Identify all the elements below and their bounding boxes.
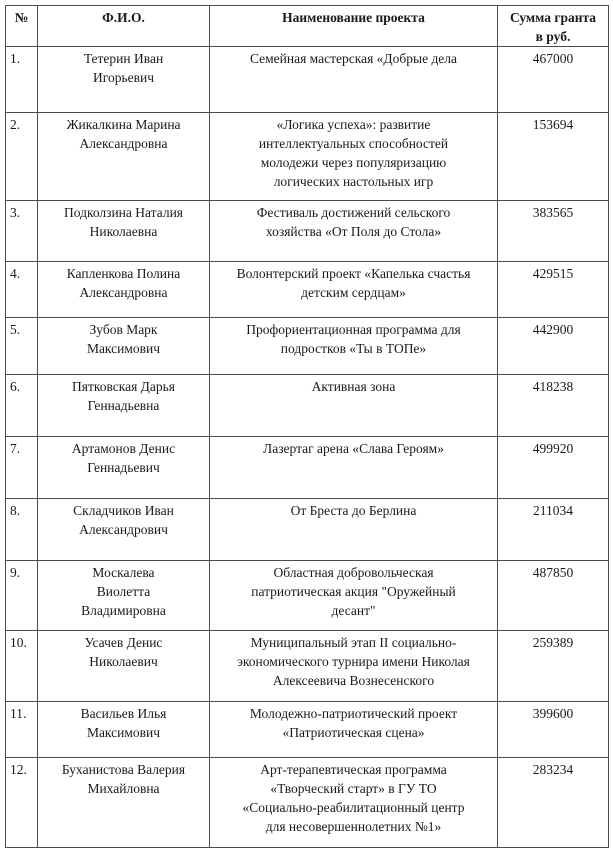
project-name xyxy=(210,375,498,437)
project-name-line: Лазертаг арена «Слава Героям» xyxy=(263,441,444,456)
project-name-line: патриотическая акция "Оружейный xyxy=(251,584,456,599)
grant-amount: 429515 xyxy=(498,262,609,318)
header-project: Наименование проекта xyxy=(210,6,498,47)
project-name-line: Арт-терапевтическая программа xyxy=(260,762,447,777)
row-number: 6. xyxy=(6,375,38,437)
row-number: 5. xyxy=(6,318,38,375)
grant-amount: 211034 xyxy=(498,499,609,561)
project-name xyxy=(210,437,498,499)
table-row xyxy=(6,47,609,113)
project-name-line: «Патриотическая сцена» xyxy=(282,725,425,740)
recipient-name-line: Игорьевич xyxy=(93,70,154,85)
project-name-line: для несовершеннолетних №1» xyxy=(265,819,442,834)
project-name-line: Семейная мастерская «Добрые дела xyxy=(249,51,458,66)
recipient-name-line: Капленкова Полина xyxy=(66,266,181,281)
row-number: 1. xyxy=(6,47,38,113)
recipient-name xyxy=(38,499,210,561)
recipient-name-line: Виолетта xyxy=(96,584,151,599)
recipient-name-line: Москалева xyxy=(92,565,155,580)
table-row xyxy=(6,758,609,848)
table-row xyxy=(6,262,609,318)
row-number: 11. xyxy=(6,702,38,758)
recipient-name-line: Складчиков Иван xyxy=(73,503,174,518)
grant-amount: 442900 xyxy=(498,318,609,375)
grant-amount: 383565 xyxy=(498,201,609,262)
recipient-name xyxy=(38,318,210,375)
grant-amount: 499920 xyxy=(498,437,609,499)
project-name-line: Волонтерский проект «Капелька счастья xyxy=(236,266,471,281)
project-name xyxy=(210,631,498,702)
project-name-line: детским сердцам» xyxy=(301,285,406,300)
row-number: 3. xyxy=(6,201,38,262)
project-name-line: Областная добровольческая xyxy=(273,565,434,580)
recipient-name-line: Геннадьевна xyxy=(87,398,160,413)
recipient-name xyxy=(38,702,210,758)
recipient-name xyxy=(38,201,210,262)
recipient-name xyxy=(38,375,210,437)
recipient-name xyxy=(38,758,210,848)
row-number: 4. xyxy=(6,262,38,318)
project-name xyxy=(210,318,498,375)
recipient-name-line: Николаевна xyxy=(89,224,158,239)
header-name: Ф.И.О. xyxy=(38,6,210,47)
header-sum-line1: Сумма гранта xyxy=(509,10,597,25)
recipient-name-line: Максимович xyxy=(86,725,161,740)
recipient-name-line: Максимович xyxy=(86,341,161,356)
project-name-line: молодежи через популяризацию xyxy=(260,155,447,170)
table-row xyxy=(6,201,609,262)
project-name-line: Молодежно-патриотический проект xyxy=(249,706,458,721)
project-name-line: Фестиваль достижений сельского xyxy=(256,205,451,220)
row-number: 9. xyxy=(6,561,38,631)
recipient-name xyxy=(38,631,210,702)
table-row xyxy=(6,375,609,437)
table-row xyxy=(6,113,609,201)
project-name xyxy=(210,702,498,758)
project-name-line: экономического турнира имени Николая xyxy=(237,654,470,669)
recipient-name-line: Буханистова Валерия xyxy=(61,762,186,777)
header-sum xyxy=(498,6,609,47)
project-name-line: Алексеевича Вознесенского xyxy=(272,673,435,688)
table-row xyxy=(6,631,609,702)
recipient-name xyxy=(38,47,210,113)
recipient-name xyxy=(38,113,210,201)
table-row xyxy=(6,561,609,631)
recipient-name-line: Александрович xyxy=(79,522,168,537)
recipient-name-line: Тетерин Иван xyxy=(83,51,164,66)
table-row xyxy=(6,499,609,561)
grants-table xyxy=(5,5,609,848)
grant-amount: 399600 xyxy=(498,702,609,758)
table-row xyxy=(6,318,609,375)
project-name xyxy=(210,262,498,318)
project-name-line: Профориентационная программа для xyxy=(246,322,461,337)
recipient-name xyxy=(38,437,210,499)
project-name xyxy=(210,758,498,848)
table-row xyxy=(6,437,609,499)
recipient-name-line: Зубов Марк xyxy=(89,322,158,337)
header-sum-line2: в руб. xyxy=(535,29,571,44)
project-name xyxy=(210,561,498,631)
row-number: 2. xyxy=(6,113,38,201)
grant-amount: 153694 xyxy=(498,113,609,201)
recipient-name xyxy=(38,262,210,318)
recipient-name-line: Геннадьевич xyxy=(87,460,160,475)
project-name xyxy=(210,47,498,113)
grant-amount: 418238 xyxy=(498,375,609,437)
recipient-name-line: Жикалкина Марина xyxy=(66,117,181,132)
project-name-line: логических настольных игр xyxy=(273,174,434,189)
recipient-name-line: Александровна xyxy=(79,285,168,300)
recipient-name-line: Михайловна xyxy=(87,781,160,796)
header-num: № xyxy=(6,6,38,47)
recipient-name-line: Александровна xyxy=(79,136,168,151)
grant-amount: 487850 xyxy=(498,561,609,631)
row-number: 12. xyxy=(6,758,38,848)
project-name-line: «Творческий старт» в ГУ ТО xyxy=(270,781,437,796)
recipient-name-line: Артамонов Денис xyxy=(71,441,176,456)
project-name-line: От Бреста до Берлина xyxy=(290,503,417,518)
recipient-name-line: Васильев Илья xyxy=(80,706,167,721)
table-row xyxy=(6,702,609,758)
row-number: 10. xyxy=(6,631,38,702)
grant-amount: 259389 xyxy=(498,631,609,702)
project-name xyxy=(210,201,498,262)
project-name-line: хозяйства «От Поля до Стола» xyxy=(265,224,442,239)
project-name-line: Активная зона xyxy=(311,379,396,394)
project-name-line: «Социально-реабилитационный центр xyxy=(242,800,465,815)
recipient-name-line: Николаевич xyxy=(89,654,158,669)
grant-amount: 283234 xyxy=(498,758,609,848)
project-name-line: десант" xyxy=(331,603,376,618)
project-name-line: Муниципальный этап II социально- xyxy=(250,635,457,650)
table-header-row xyxy=(6,6,609,47)
grant-amount: 467000 xyxy=(498,47,609,113)
recipient-name-line: Пятковская Дарья xyxy=(71,379,176,394)
recipient-name xyxy=(38,561,210,631)
recipient-name-line: Усачев Денис xyxy=(84,635,163,650)
project-name-line: «Логика успеха»: развитие xyxy=(276,117,431,132)
project-name xyxy=(210,499,498,561)
project-name xyxy=(210,113,498,201)
row-number: 7. xyxy=(6,437,38,499)
row-number: 8. xyxy=(6,499,38,561)
recipient-name-line: Подколзина Наталия xyxy=(63,205,184,220)
project-name-line: подростков «Ты в ТОПе» xyxy=(280,341,427,356)
recipient-name-line: Владимировна xyxy=(81,603,166,618)
project-name-line: интеллектуальных способностей xyxy=(258,136,449,151)
